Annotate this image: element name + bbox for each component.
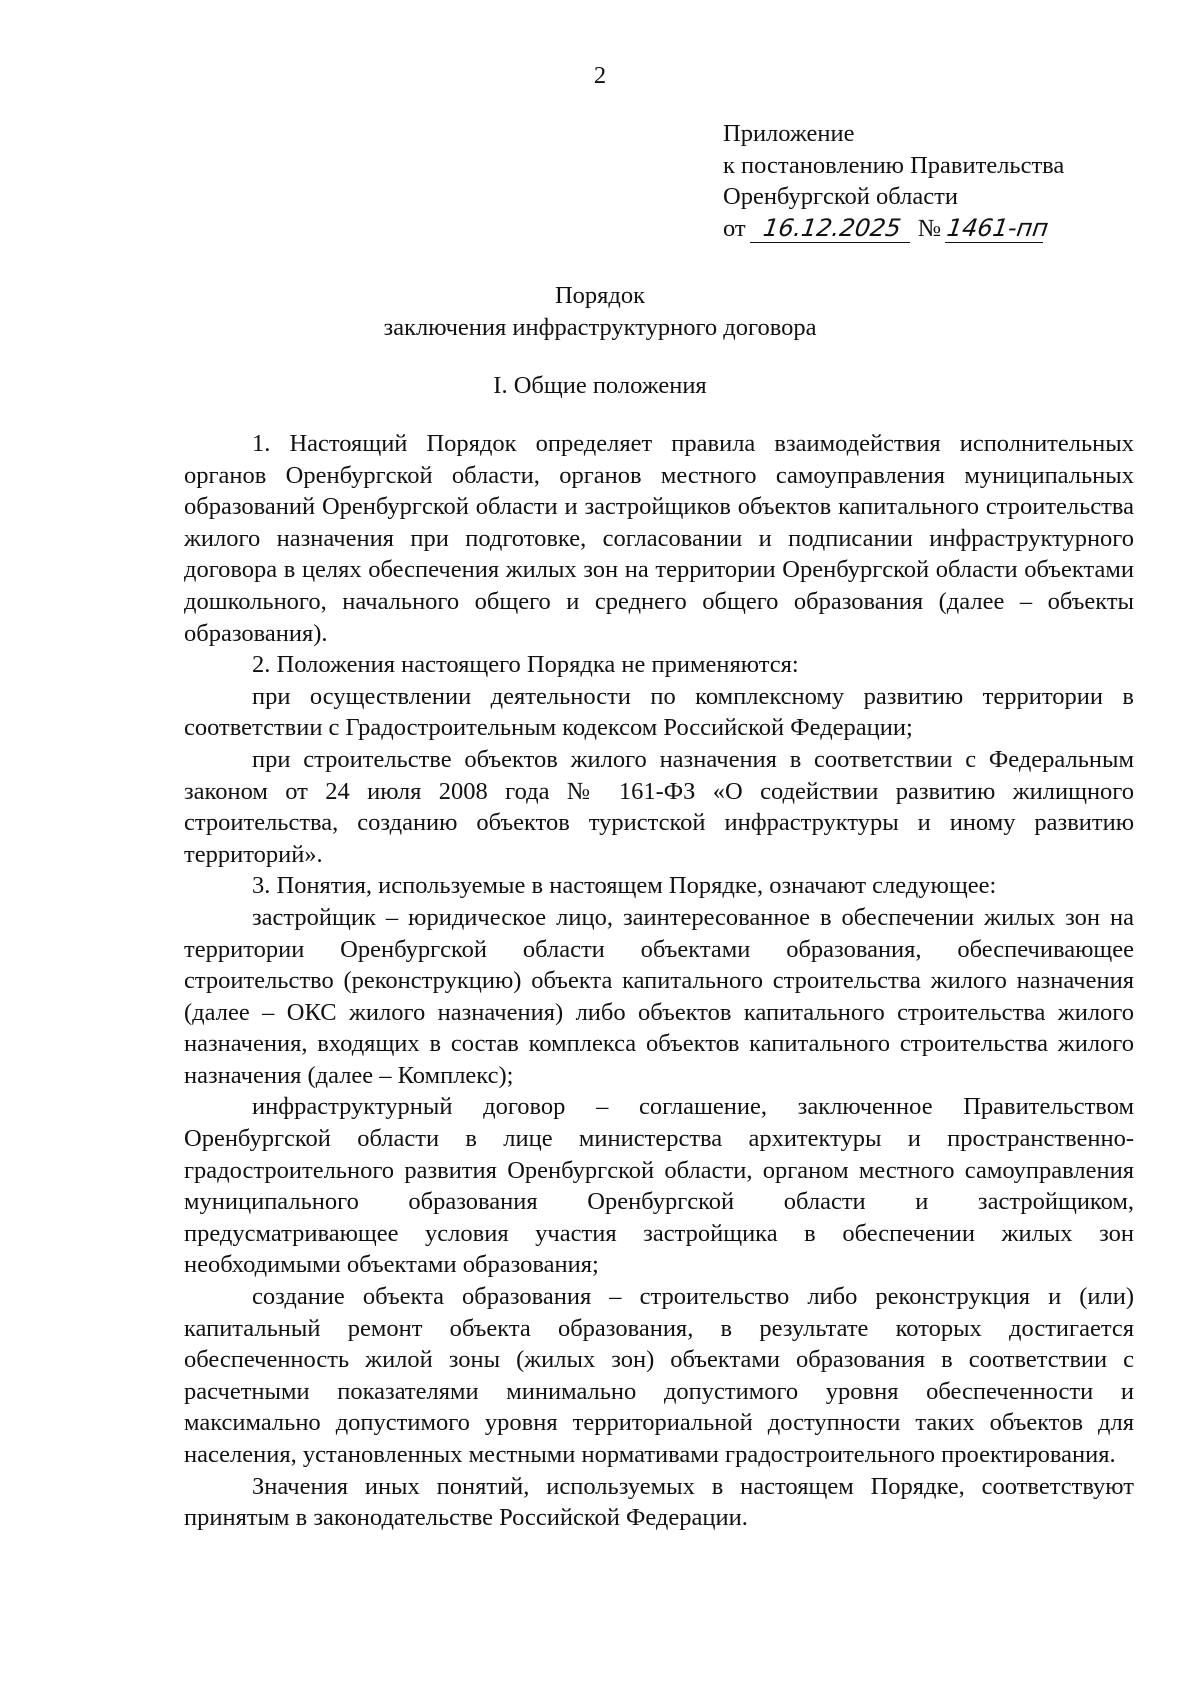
annex-date-number-line (723, 213, 1163, 245)
annex-title: Приложение (723, 120, 855, 147)
paragraph-9: Значения иных понятий, используемых в настоящем Порядке, соответствуют принятым в законодательстве Российской Федерации. (184, 1472, 1134, 1532)
annex-region: Оренбургской области (723, 183, 958, 211)
document-title (0, 280, 1200, 343)
paragraph-7: инфраструктурный договор – соглашение, заключенное Правительством Оренбургской области в лице министерства архитектуры и пространственно-градостроительного развития Оренбургской области, органом местного самоуправления муниципального образования Оренбургской области и застройщиком, предусматривающее условия участия застройщика в обеспечении жилых зон необходимыми объектами образования; (184, 1093, 1134, 1279)
paragraph-5: 3. Понятия, используемые в настоящем Порядке, означают следующее: (252, 872, 997, 900)
page-number: 2 (593, 62, 607, 89)
paragraph-4: при строительстве объектов жилого назначения в соответствии с Федеральным законом от 24 июля 2008 года № 161-ФЗ «О содействии развитию жилищного строительства, созданию объектов туристской инфраструктуры и иному развитию территорий». (184, 745, 1134, 868)
document-title-line-2: заключения инфраструктурного договора (383, 313, 817, 341)
paragraph-3: при осуществлении деятельности по комплексному развитию территории в соответствии с Градостроительным кодексом Российской Федерации; (184, 682, 1134, 742)
annex-number-label: № (917, 214, 942, 242)
annex-handwritten-number: 1461-пп (945, 213, 1051, 242)
annex-handwritten-date: 16.12.2025 (750, 214, 914, 243)
annex-block (723, 118, 1163, 244)
paragraph-1: 1. Настоящий Порядок определяет правила взаимодействия исполнительных органов Оренбургской области, органов местного самоуправления муниципальных образований Оренбургской области и застройщиков объектов капитального строительства жилого назначения при подготовке, согласовании и подписании инфраструктурного договора в целях обеспечения жилых зон на территории Оренбургской области объектами дошкольного, начального общего и среднего общего образования (далее – объекты образования). (184, 430, 1134, 647)
paragraph-2: 2. Положения настоящего Порядка не применяются: (252, 651, 799, 679)
section-heading: I. Общие положения (493, 372, 707, 399)
paragraph-8: создание объекта образования – строительство либо реконструкция и (или) капитальный ремонт объекта образования, в результате которых достигается обеспеченность жилой зоны (жилых зон) объектами образования в соответствии с расчетными показателями минимально допустимого уровня обеспеченности и максимально допустимого уровня территориальной доступности таких объектов для населения, установленных местными нормативами градостроительного проектирования. (184, 1283, 1134, 1468)
annex-reference: к постановлению Правительства (723, 151, 1065, 179)
document-body (184, 428, 1134, 1534)
document-title-line-1: Порядок (554, 282, 646, 309)
annex-from-label: от (723, 214, 746, 242)
paragraph-6: застройщик – юридическое лицо, заинтересованное в обеспечении жилых зон на территории Оренбургской области объектами образования, обеспечивающее строительство (реконструкцию) объекта капитального строительства жилого назначения (далее – ОКС жилого назначения) либо объектов капитального строительства жилого назначения, входящих в состав комплекса объектов капитального строительства жилого назначения (далее – Комплекс); (184, 903, 1134, 1089)
